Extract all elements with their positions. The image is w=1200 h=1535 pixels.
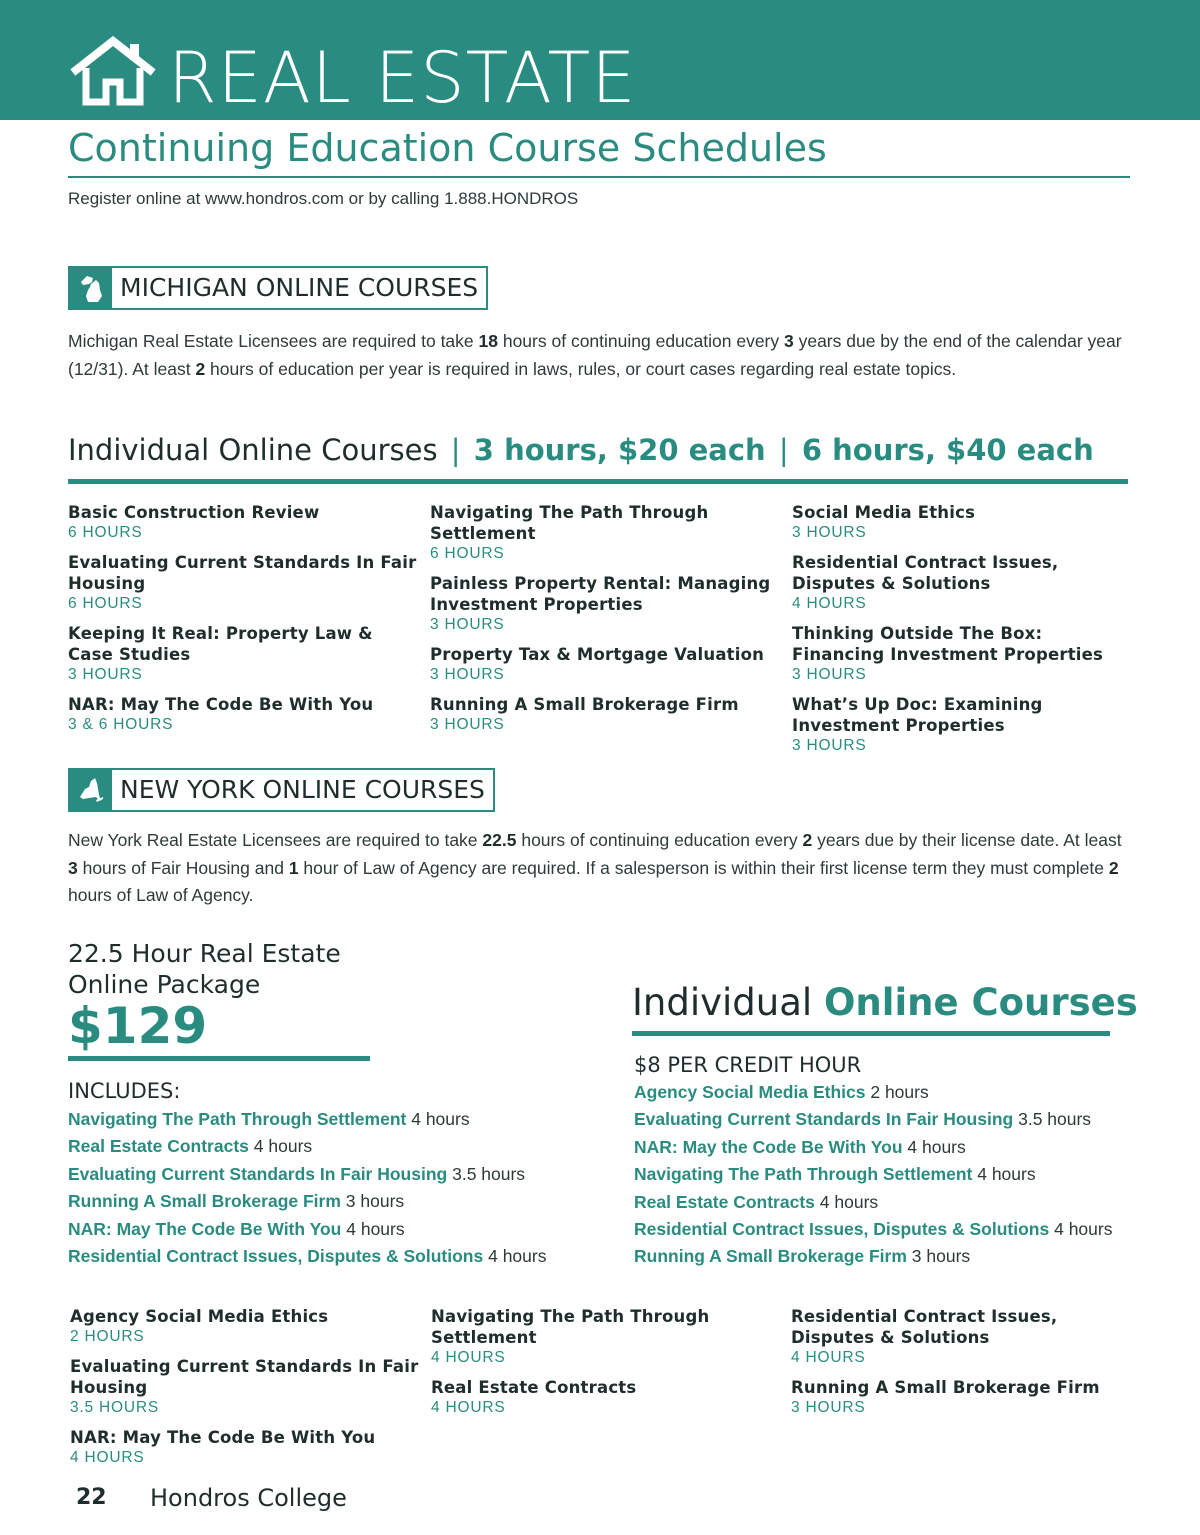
- michigan-pricing-heading: Individual Online Courses | 3 hours, $20 each | 6 hours, $40 each: [68, 433, 1094, 467]
- list-item: Evaluating Current Standards In Fair Housing 3.5 hours: [634, 1109, 1092, 1130]
- footer-college-name: Hondros College: [150, 1484, 347, 1512]
- list-item: Residential Contract Issues, Disputes & Solutions 4 hours: [68, 1246, 547, 1267]
- list-item: Evaluating Current Standards In Fair Housing 3.5 hours: [68, 1163, 526, 1184]
- newyork-section-title: NEW YORK ONLINE COURSES: [120, 775, 485, 804]
- newyork-section-header: [68, 768, 495, 812]
- page-subtitle: Continuing Education Course Schedules: [68, 126, 827, 170]
- course-item[interactable]: Thinking Outside The Box: Financing Investment Properties 3 HOURS: [792, 624, 1104, 683]
- course-item[interactable]: Residential Contract Issues, Disputes & Solutions 4 HOURS: [791, 1307, 1058, 1366]
- michigan-section-title: MICHIGAN ONLINE COURSES: [120, 273, 479, 302]
- newyork-course-column-3: [791, 1306, 1136, 1427]
- course-item[interactable]: Evaluating Current Standards In Fair Housing 3.5 HOURS: [70, 1357, 419, 1416]
- per-credit-price: $8 PER CREDIT HOUR: [634, 1053, 862, 1077]
- course-item[interactable]: Residential Contract Issues, Disputes & Solutions 4 HOURS: [792, 553, 1059, 612]
- list-item: Residential Contract Issues, Disputes & Solutions 4 hours: [634, 1219, 1113, 1240]
- course-item[interactable]: Agency Social Media Ethics 2 HOURS: [70, 1307, 329, 1345]
- includes-label: INCLUDES:: [68, 1079, 181, 1103]
- course-item[interactable]: Navigating The Path Through Settlement 6 HOURS: [430, 503, 709, 562]
- package-includes-list: [68, 1106, 546, 1270]
- michigan-state-icon: [70, 268, 112, 308]
- newyork-course-column-1: [70, 1306, 420, 1477]
- list-item: NAR: May the Code Be With You 4 hours: [634, 1136, 966, 1157]
- course-item[interactable]: Basic Construction Review 6 HOURS: [68, 503, 320, 541]
- newyork-intro: New York Real Estate Licensees are required to take 22.5 hours of continuing education every 2 years due by their license date. At least 3 hours of Fair Housing and 1 hour of Law of Agency are required. If a salesperson is within their first license term they must complete 2 hours of Law of Agency.: [68, 830, 1122, 905]
- course-item[interactable]: Social Media Ethics 3 HOURS: [792, 503, 976, 541]
- package-title: 22.5 Hour Real Estate Online Package: [68, 939, 341, 999]
- individual-courses-list: [634, 1079, 1112, 1271]
- course-item[interactable]: Property Tax & Mortgage Valuation 3 HOURS: [430, 645, 765, 683]
- list-item: Real Estate Contracts 4 hours: [634, 1191, 879, 1212]
- course-item[interactable]: Navigating The Path Through Settlement 4 HOURS: [431, 1307, 710, 1366]
- list-item: Running A Small Brokerage Firm 3 hours: [634, 1246, 971, 1267]
- list-item: Agency Social Media Ethics 2 hours: [634, 1082, 929, 1102]
- course-item[interactable]: Evaluating Current Standards In Fair Housing 6 HOURS: [68, 553, 417, 612]
- michigan-course-column-2: [430, 502, 780, 744]
- course-item[interactable]: NAR: May The Code Be With You 4 HOURS: [70, 1428, 376, 1466]
- individual-heading-rule: [632, 1031, 1110, 1036]
- subtitle-divider: [68, 176, 1130, 178]
- michigan-intro: Michigan Real Estate Licensees are required to take 18 hours of continuing education every 3 years due by the end of the calendar year (12/31). At least 2 hours of education per year is required in laws, rules, or court cases regarding real estate topics.: [68, 331, 1122, 379]
- michigan-section-header: [68, 266, 488, 310]
- individual-courses-heading: Individual Online Courses: [632, 981, 1138, 1024]
- course-item[interactable]: Keeping It Real: Property Law & Case Studies 3 HOURS: [68, 624, 373, 683]
- course-item[interactable]: Running A Small Brokerage Firm 3 HOURS: [791, 1378, 1100, 1416]
- michigan-heading-rule: [68, 479, 1128, 484]
- michigan-course-column-1: [68, 502, 418, 744]
- course-item[interactable]: What’s Up Doc: Examining Investment Properties 3 HOURS: [792, 695, 1043, 754]
- newyork-course-column-2: [431, 1306, 781, 1427]
- list-item: NAR: May The Code Be With You 4 hours: [68, 1218, 405, 1239]
- course-item[interactable]: Real Estate Contracts 4 HOURS: [431, 1378, 637, 1416]
- list-item: Real Estate Contracts 4 hours: [68, 1136, 313, 1157]
- new-york-state-icon: [70, 770, 112, 810]
- page-number: 22: [76, 1485, 107, 1510]
- course-item[interactable]: Running A Small Brokerage Firm 3 HOURS: [430, 695, 739, 733]
- package-rule: [68, 1056, 370, 1061]
- house-icon: [70, 36, 156, 106]
- register-info: Register online at www.hondros.com or by calling 1.888.HONDROS: [68, 189, 579, 208]
- page-title: REAL ESTATE: [168, 37, 637, 119]
- course-item[interactable]: NAR: May The Code Be With You 3 & 6 HOURS: [68, 695, 374, 733]
- list-item: Navigating The Path Through Settlement 4 hours: [634, 1164, 1036, 1185]
- list-item: Running A Small Brokerage Firm 3 hours: [68, 1191, 405, 1212]
- michigan-course-column-3: [792, 502, 1137, 765]
- list-item: Navigating The Path Through Settlement 4 hours: [68, 1109, 470, 1129]
- course-item[interactable]: Painless Property Rental: Managing Investment Properties 3 HOURS: [430, 574, 771, 633]
- package-price: $129: [68, 997, 208, 1055]
